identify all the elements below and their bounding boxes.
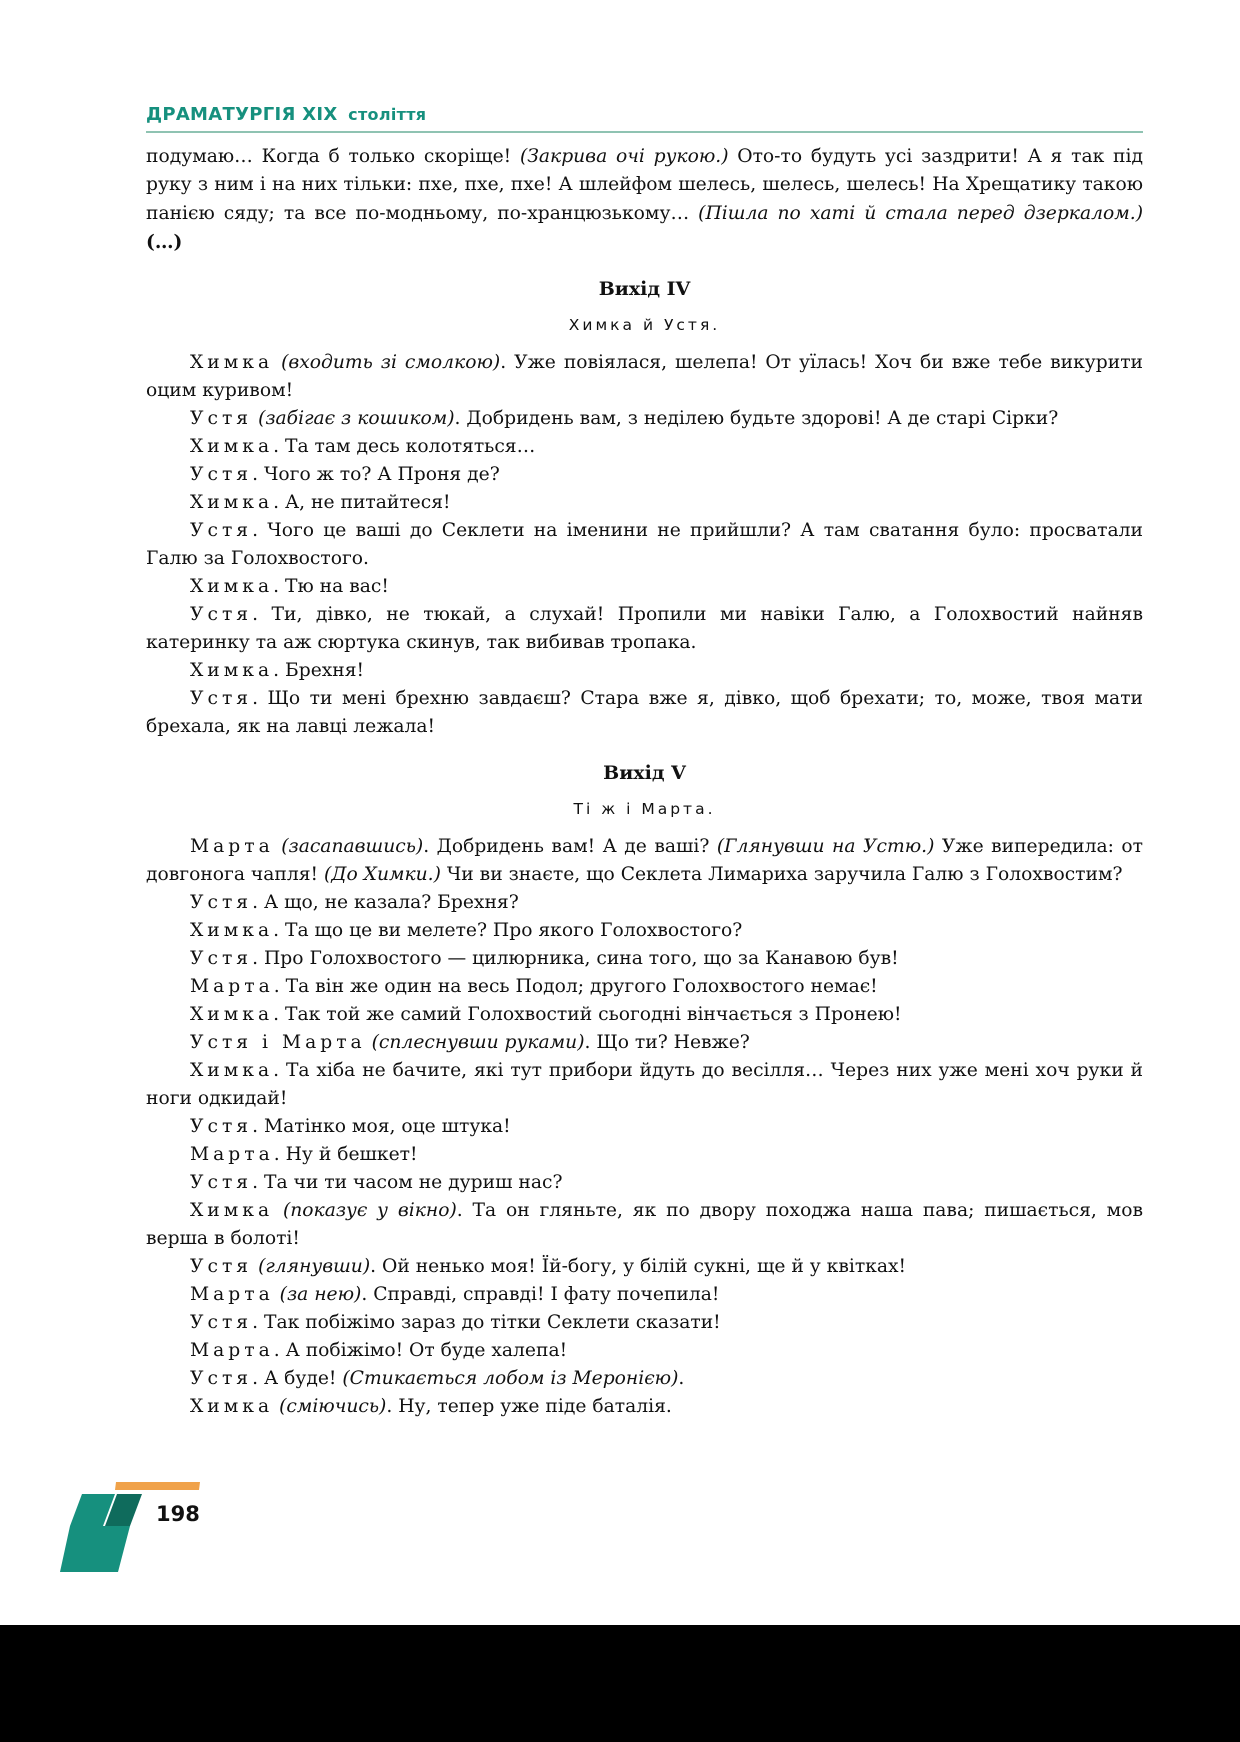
speaker-name: Химка <box>190 1396 274 1417</box>
line-text: . Чого ж то? А Проня де? <box>252 464 500 485</box>
speaker-name: Устя <box>190 520 253 541</box>
line-text: . Тю на вас! <box>273 576 389 597</box>
intro-paragraph <box>146 143 1143 257</box>
intro-text-2: Ото-то будуть усі заздрити! А я так під руку з ним і на них тільки: пхе, пхе, пхе! А шлейфом шелесь, шелесь, шелесь! На Хрещатику такою панією сяду; та все по-модньому, по-хранцюзькому… <box>146 146 1143 224</box>
dialogue-line <box>146 833 1143 889</box>
stage-direction: (До Химки.) <box>323 864 441 885</box>
line-text: . А, не питайтеся! <box>273 492 451 513</box>
stage-direction: (сміючись) <box>279 1396 387 1417</box>
speaker-name: Устя <box>190 688 253 709</box>
page-number: 198 <box>156 1502 200 1526</box>
line-text: . Ти, дівко, не тюкай, а слухай! Пропили ми навіки Галю, а Голохвостий найняв катеринку та аж сюртука скинув, так вибивав тропака. <box>146 604 1143 653</box>
line-text: Чи ви знаєте, що Секлета Лимариха заручила Галю з Голохвостим? <box>440 864 1123 885</box>
speaker-name: Устя <box>190 408 253 429</box>
line-text: . Брехня! <box>273 660 365 681</box>
dialogue-line <box>146 601 1143 657</box>
stage-direction: (сплеснувши руками) <box>371 1032 585 1053</box>
line-text: . Чого це ваші до Секлети на іменини не прийшли? А там сватання було: просватали Галю за Голохвостого. <box>146 520 1143 569</box>
dialogue-line <box>146 1309 1143 1337</box>
speaker-name: Химка <box>190 660 274 681</box>
intro-stage-direction-2: (Пішла по хаті й стала перед дзеркалом.) <box>698 203 1143 224</box>
stage-direction: (глянувши) <box>258 1256 371 1277</box>
speaker-name: Химка <box>190 352 274 373</box>
line-text: . А що, не казала? Брехня? <box>252 892 519 913</box>
stage-direction: (засапавшись) <box>281 836 424 857</box>
dialogue-line <box>146 1197 1143 1253</box>
dialogue-line <box>146 517 1143 573</box>
header-subtitle: століття <box>348 105 427 124</box>
line-text: . Матінко моя, оце штука! <box>252 1116 511 1137</box>
speaker-name: Химка <box>190 436 274 457</box>
dialogue-line <box>146 1253 1143 1281</box>
dialogue-line <box>146 1393 1143 1421</box>
line-text: . Що ти мені брехню завдаєш? Стара вже я, дівко, щоб брехати; то, може, твоя мати брехала, як на лавці лежала! <box>146 688 1143 737</box>
speaker-name: Химка <box>190 576 274 597</box>
dialogue-line <box>146 461 1143 489</box>
dialogue-line <box>146 433 1143 461</box>
line-text: . Добридень вам! А де ваші? <box>423 836 717 857</box>
line-text: . Що ти? Невже? <box>584 1032 750 1053</box>
line-text: . Та хіба не бачите, які тут прибори йдуть до весілля… Через них уже мені хоч руки й ноги одкидай! <box>146 1060 1143 1109</box>
dialogue-line <box>146 1113 1143 1141</box>
speaker-name: Марта <box>190 1284 274 1305</box>
speaker-name: Химка <box>190 1004 274 1025</box>
line-text: . Про Голохвостого — цилюрника, сина того, що за Канавою був! <box>252 948 899 969</box>
line-text: . Так побіжімо зараз до тітки Секлети сказати! <box>252 1312 721 1333</box>
speaker-name: Марта <box>190 1340 274 1361</box>
scene-5-heading: Вихід V <box>603 762 686 784</box>
logo-green-shape-3 <box>60 1526 130 1572</box>
header-title: ДРАМАТУРГІЯ XIX <box>146 104 338 125</box>
dialogue-line <box>146 349 1143 405</box>
dialogue-line <box>146 685 1143 741</box>
scene-5-dialogue <box>146 833 1143 1421</box>
scene-4-heading: Вихід IV <box>598 278 691 300</box>
header-rule <box>146 131 1143 133</box>
speaker-name: Марта <box>190 976 274 997</box>
logo-orange-bar <box>115 1482 200 1490</box>
speaker-name: Химка <box>190 492 274 513</box>
speaker-name: Устя <box>190 892 253 913</box>
line-text: . Та он гляньте, як по двору походжа наша пава; пишається, мов верша в болоті! <box>146 1200 1143 1249</box>
dialogue-line <box>146 1029 1143 1057</box>
speaker-name: Химка <box>190 1200 274 1221</box>
line-text: . А буде! <box>252 1368 343 1389</box>
speaker-name: Химка <box>190 920 274 941</box>
scene-5-stage-note: Ті ж і Марта. <box>573 800 716 818</box>
line-text: . Так той же самий Голохвостий сьогодні вінчається з Пронею! <box>273 1004 902 1025</box>
speaker-name: Марта <box>190 836 274 857</box>
speaker-name: Устя <box>190 604 253 625</box>
dialogue-line <box>146 1141 1143 1169</box>
dialogue-line <box>146 1281 1143 1309</box>
intro-text-3: (…) <box>146 231 183 253</box>
line-text: . Ну, тепер уже піде баталія. <box>386 1396 672 1417</box>
stage-direction: (входить зі смолкою) <box>281 352 501 373</box>
line-text: . Добридень вам, з неділею будьте здорові! А де старі Сірки? <box>454 408 1059 429</box>
line-text: Уже випередила: от довгонога чапля! <box>146 836 1143 885</box>
speaker-name: Устя <box>190 1256 253 1277</box>
publisher-corner-logo <box>60 1482 210 1582</box>
speaker-name: Устя <box>190 1172 253 1193</box>
line-text: . Справді, справді! І фату почепила! <box>361 1284 720 1305</box>
stage-direction: (за нею) <box>279 1284 362 1305</box>
stage-direction: (показує у вікно) <box>282 1200 457 1221</box>
page-body <box>146 143 1143 1421</box>
dialogue-line <box>146 945 1143 973</box>
dialogue-line <box>146 889 1143 917</box>
line-text: . <box>678 1368 685 1389</box>
speaker-name: Устя <box>190 1312 253 1333</box>
speaker-name: Устя <box>190 948 253 969</box>
speaker-name: Устя <box>190 1116 253 1137</box>
dialogue-line <box>146 973 1143 1001</box>
dialogue-line <box>146 405 1143 433</box>
line-text: . Ой ненько моя! Їй-богу, у білій сукні, ще й у квітках! <box>370 1256 907 1277</box>
line-text: . Та що це ви мелете? Про якого Голохвостого? <box>273 920 743 941</box>
line-text: . Та чи ти часом не дуриш нас? <box>252 1172 563 1193</box>
dialogue-line <box>146 1337 1143 1365</box>
stage-direction: (забігає з кошиком) <box>258 408 455 429</box>
stage-direction: (Стикається лобом із Меронією) <box>342 1368 679 1389</box>
running-header <box>146 104 426 125</box>
intro-text-1: подумаю… Когда б только скоріще! <box>146 146 520 167</box>
scene-4-dialogue <box>146 349 1143 741</box>
dialogue-line <box>146 1169 1143 1197</box>
dialogue-line <box>146 1365 1143 1393</box>
dialogue-line <box>146 489 1143 517</box>
dialogue-line <box>146 657 1143 685</box>
line-text: . Та він же один на весь Подол; другого Голохвостого немає! <box>273 976 878 997</box>
speaker-name: Устя і Марта <box>190 1032 366 1053</box>
dialogue-line <box>146 917 1143 945</box>
intro-stage-direction-1: (Закрива очі рукою.) <box>519 146 729 167</box>
line-text: . Уже повіялася, шелепа! От уїлась! Хоч би вже тебе викурити оцим куривом! <box>146 352 1143 401</box>
line-text: . Ну й бешкет! <box>273 1144 418 1165</box>
line-text: . Та там десь колотяться… <box>273 436 536 457</box>
speaker-name: Химка <box>190 1060 274 1081</box>
dialogue-line <box>146 1057 1143 1113</box>
speaker-name: Устя <box>190 464 253 485</box>
dialogue-line <box>146 1001 1143 1029</box>
line-text: . А побіжімо! От буде халепа! <box>273 1340 568 1361</box>
speaker-name: Устя <box>190 1368 253 1389</box>
dialogue-line <box>146 573 1143 601</box>
stage-direction: (Глянувши на Устю.) <box>716 836 935 857</box>
scene-4-stage-note: Химка й Устя. <box>568 316 721 334</box>
speaker-name: Марта <box>190 1144 274 1165</box>
